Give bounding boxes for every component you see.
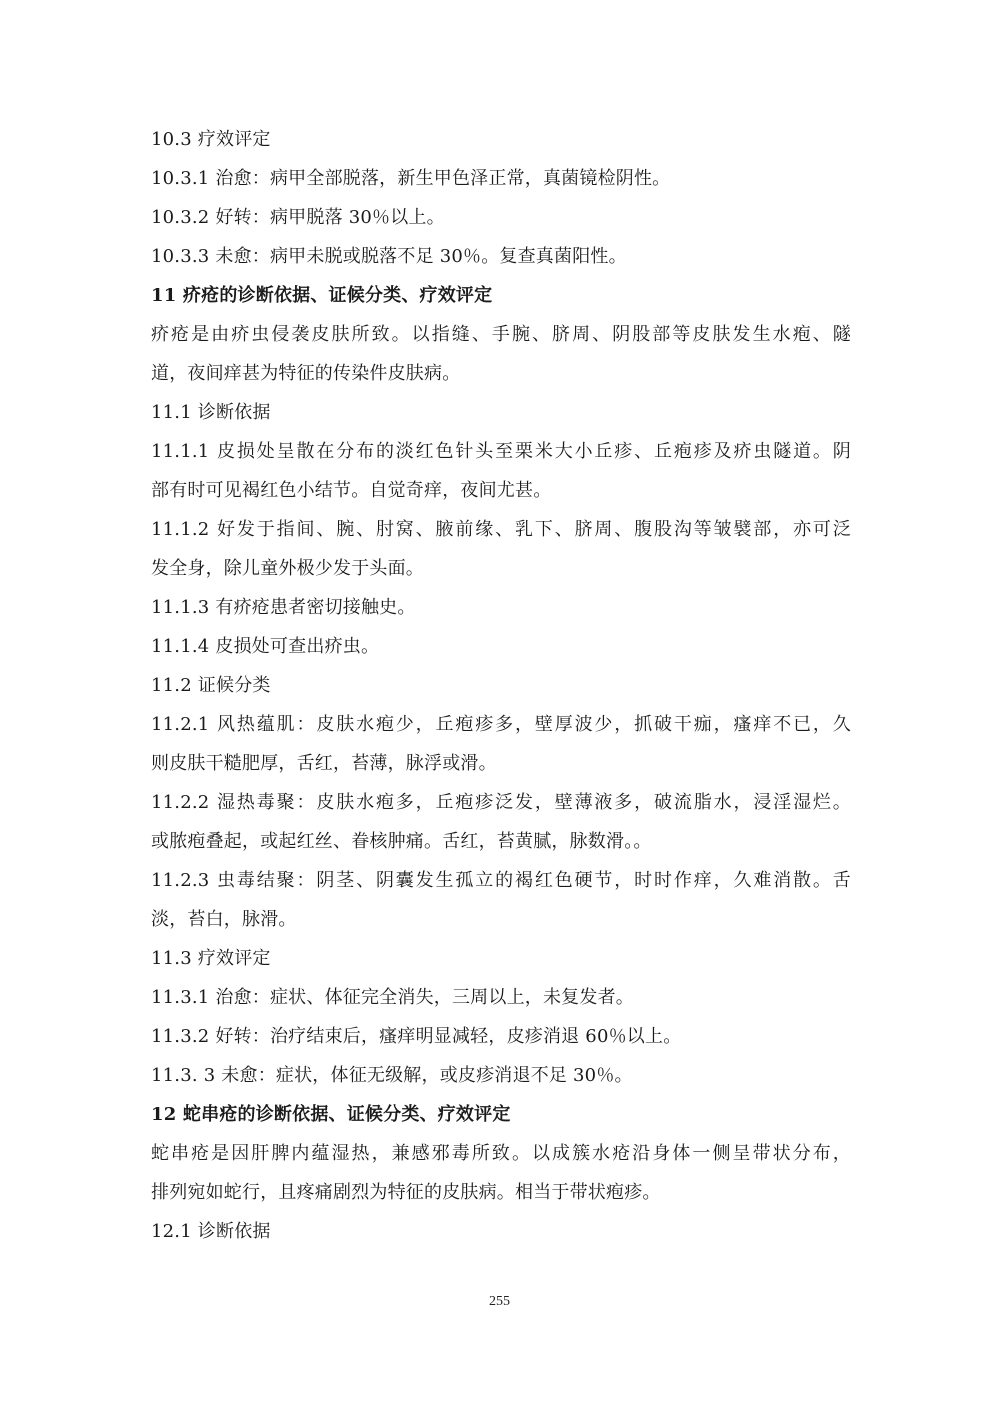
text-line: 11.2 证候分类 bbox=[151, 675, 271, 696]
text-line: 蛇串疮是因肝脾内蕴湿热，兼感邪毒所致。以成簇水疮沿身体一侧呈带状分布， bbox=[151, 1143, 851, 1164]
text-line: 排列宛如蛇行，且疼痛剧烈为特征的皮肤病。相当于带状疱疹。 bbox=[151, 1182, 661, 1203]
section-heading: 11 疥疮的诊断依据、证候分类、疗效评定 bbox=[151, 285, 493, 306]
text-line: 道，夜间痒甚为特征的传染件皮肤病。 bbox=[151, 363, 461, 384]
text-line: 发全身，除儿童外极少发于头面。 bbox=[151, 558, 424, 579]
text-line: 10.3.2 好转：病甲脱落 30％以上。 bbox=[151, 207, 445, 228]
text-line: 10.3.1 治愈：病甲全部脱落，新生甲色泽正常，真菌镜检阴性。 bbox=[151, 168, 671, 189]
page-number: 255 bbox=[489, 1294, 510, 1309]
text-line: 11.3.1 治愈：症状、体征完全消失，三周以上，未复发者。 bbox=[151, 987, 634, 1008]
text-line: 10.3 疗效评定 bbox=[151, 129, 271, 150]
text-line: 部有时可见褐红色小结节。自觉奇痒，夜间尤甚。 bbox=[151, 480, 552, 501]
text-line: 11.1.2 好发于指间、腕、肘窝、腋前缘、乳下、脐周、腹股沟等皱襞部，亦可泛 bbox=[151, 519, 851, 540]
text-line: 11.3.2 好转：治疗结束后，瘙痒明显减轻，皮疹消退 60％以上。 bbox=[151, 1026, 682, 1047]
section-heading: 12 蛇串疮的诊断依据、证候分类、疗效评定 bbox=[151, 1104, 511, 1125]
text-line: 则皮肤干糙肥厚，舌红，苔薄，脉浮或滑。 bbox=[151, 753, 497, 774]
text-line: 或脓疱叠起，或起红丝、眷核肿痛。舌红，苔黄腻，脉数滑。。 bbox=[151, 831, 652, 852]
text-line: 11.3. 3 未愈：症状，体征无级解，或皮疹消退不足 30％。 bbox=[151, 1065, 633, 1086]
text-line: 11.2.1 风热蕴肌：皮肤水疱少，丘疱疹多，壁厚波少，抓破干痂，瘙痒不已，久 bbox=[151, 714, 851, 735]
text-line: 11.1.3 有疥疮患者密切接触史。 bbox=[151, 597, 416, 618]
text-line: 11.1 诊断依据 bbox=[151, 402, 271, 423]
text-line: 淡，苔白，脉滑。 bbox=[151, 909, 297, 930]
text-line: 10.3.3 未愈：病甲未脱或脱落不足 30％。复查真菌阳性。 bbox=[151, 246, 627, 267]
text-line: 11.2.3 虫毒结聚：阴茎、阴囊发生孤立的褐红色硬节，时时作痒，久难消散。舌 bbox=[151, 870, 851, 891]
text-line: 11.1.4 皮损处可查出疥虫。 bbox=[151, 636, 380, 657]
text-line: 疥疮是由疥虫侵袭皮肤所致。以指缝、手腕、脐周、阴股部等皮肤发生水疱、隧 bbox=[151, 324, 851, 345]
document-body bbox=[151, 120, 851, 1251]
text-line: 11.3 疗效评定 bbox=[151, 948, 271, 969]
text-line: 11.1.1 皮损处呈散在分布的淡红色针头至栗米大小丘疹、丘疱疹及疥虫隧道。阴 bbox=[151, 441, 851, 462]
text-line: 12.1 诊断依据 bbox=[151, 1221, 271, 1242]
text-line: 11.2.2 湿热毒聚：皮肤水疱多，丘疱疹泛发，壁薄液多，破流脂水，浸淫湿烂。 bbox=[151, 792, 851, 813]
